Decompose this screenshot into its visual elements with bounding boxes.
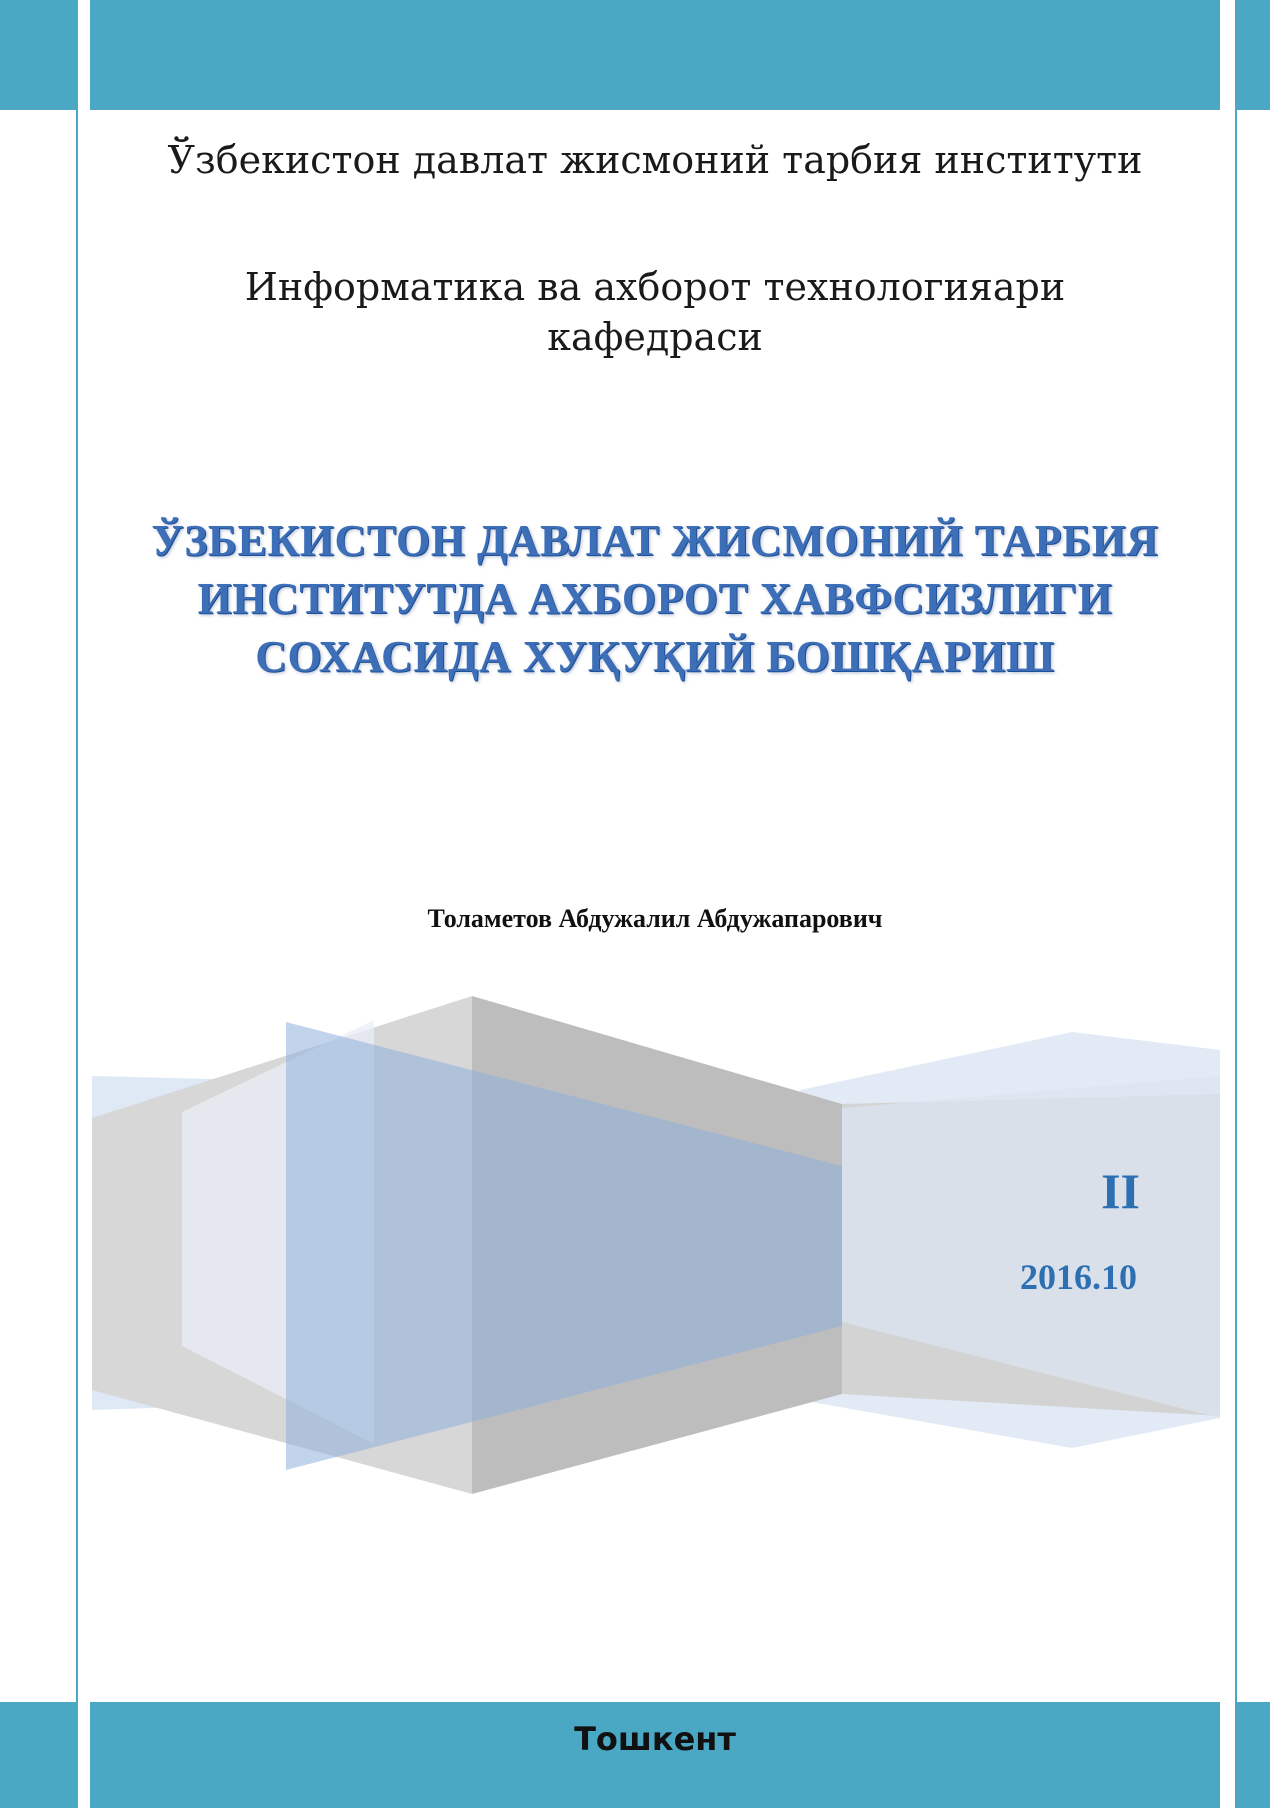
volume-number: II	[1101, 1163, 1140, 1219]
city-name: Тошкент	[574, 1720, 736, 1758]
department-line-1: Информатика ва ахборот технологияари	[244, 265, 1066, 309]
title-line-1: ЎЗБЕКИСТОН ДАВЛАТ ЖИСМОНИЙ ТАРБИЯ	[151, 516, 1159, 565]
title-line-2: ИНСТИТУТДА АХБОРОТ ХАВФСИЗЛИГИ	[197, 574, 1113, 623]
author-name: Толаметов Абдужалил Абдужапарович	[427, 904, 883, 933]
department-line-2: кафедраси	[547, 315, 763, 359]
publication-date: 2016.10	[1020, 1257, 1137, 1297]
document-title	[90, 512, 1220, 686]
department-name	[90, 262, 1220, 362]
title-line-3: СОХАСИДА ХУҚУҚИЙ БОШҚАРИШ	[255, 632, 1055, 681]
institute-name: Ўзбекистон давлат жисмоний тарбия институти	[167, 138, 1143, 182]
